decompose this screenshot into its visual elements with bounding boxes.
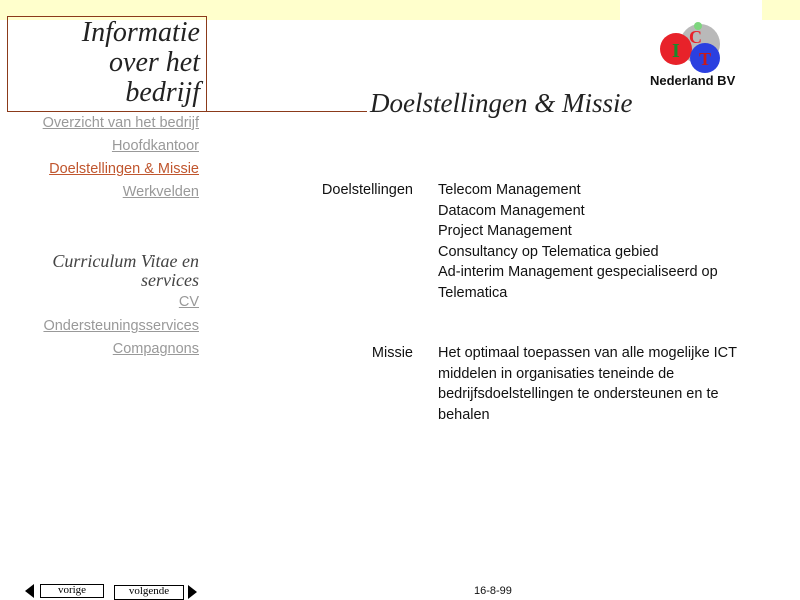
nav-compagnons[interactable]: Compagnons	[112, 341, 199, 357]
desc-line: middelen in organisaties teneinde de	[438, 365, 675, 382]
nav-doelstellingen[interactable]: Doelstellingen & Missie	[49, 161, 199, 177]
section-cv-title-line: Curriculum Vitae en	[52, 251, 199, 271]
desc-line: Datacom Management	[438, 202, 585, 219]
header-rule	[207, 111, 367, 112]
section-title-line: over het	[109, 47, 200, 78]
company-logo	[640, 20, 760, 92]
desc-line: Telematica	[438, 284, 508, 301]
section-cv-title-line: services	[141, 270, 199, 290]
row-desc-doelstellingen	[438, 180, 778, 303]
page-title: Doelstellingen & Missie	[370, 88, 633, 118]
desc-line: Project Management	[438, 223, 572, 239]
section-title-line: bedrijf	[125, 77, 200, 108]
desc-line: Telecom Management	[438, 182, 581, 198]
nav-werkvelden[interactable]: Werkvelden	[122, 184, 199, 200]
logo-letter-i: I	[672, 40, 680, 62]
logo-caption: Nederland BV	[650, 73, 736, 88]
desc-line: Consultancy op Telematica gebied	[438, 243, 659, 260]
nav-hoofdkantoor[interactable]: Hoofdkantoor	[111, 138, 199, 154]
desc-line: Het optimaal toepassen van alle mogelijke ICT	[438, 345, 738, 361]
section-cv-title	[9, 252, 199, 290]
next-button[interactable]: volgende	[114, 585, 184, 600]
footer-date: 16-8-99	[474, 585, 512, 597]
nav-overzicht[interactable]: Overzicht van het bedrijf	[42, 115, 199, 131]
logo-letter-t: T	[699, 49, 712, 69]
row-label-doelstellingen: Doelstellingen	[321, 182, 413, 198]
row-label-missie: Missie	[371, 345, 413, 361]
nav-cv[interactable]: CV	[178, 294, 199, 310]
top-band-right	[762, 0, 800, 20]
desc-line: bedrijfsdoelstellingen te ondersteunen en te	[438, 386, 719, 402]
section-title-line: Informatie	[81, 17, 200, 48]
previous-button[interactable]: vorige	[40, 584, 104, 598]
nav-ondersteuningsservices[interactable]: Ondersteuningsservices	[43, 318, 199, 334]
previous-arrow-icon[interactable]	[25, 584, 34, 598]
desc-line: Ad-interim Management gespecialiseerd op	[438, 264, 718, 280]
next-arrow-icon[interactable]	[188, 585, 197, 599]
row-desc-missie	[438, 343, 778, 425]
logo-letter-c: C	[689, 27, 702, 47]
section-title	[10, 18, 200, 108]
desc-line: behalen	[438, 406, 490, 423]
